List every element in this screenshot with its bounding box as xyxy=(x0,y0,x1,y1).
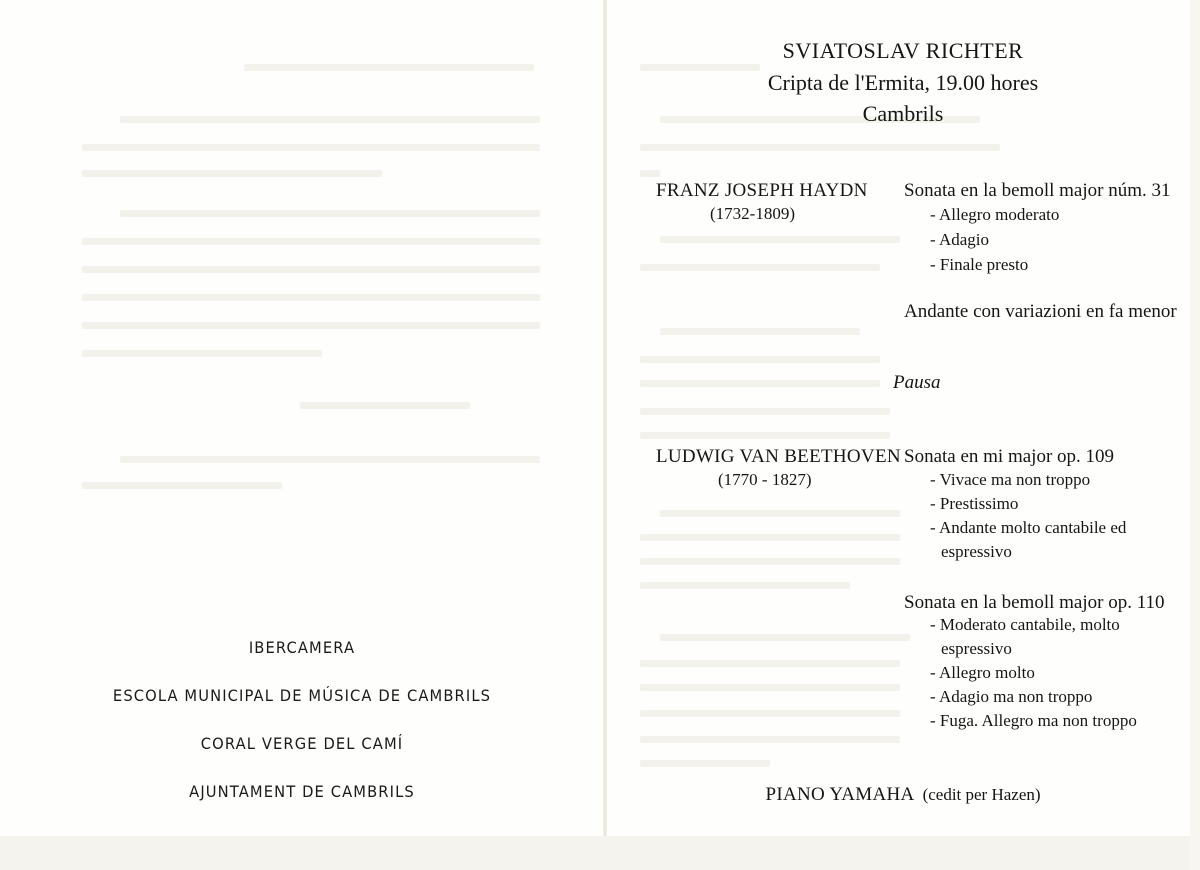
composer-name: FRANZ JOSEPH HAYDN xyxy=(656,180,868,201)
composer-dates: (1732-1809) xyxy=(710,204,795,223)
movement-continued: espressivo xyxy=(941,542,1012,561)
performer-name: SVIATOSLAV RICHTER xyxy=(782,38,1024,63)
work-title: Sonata en la bemoll major op. 110 xyxy=(904,592,1165,613)
sponsor-choir: CORAL VERGE DEL CAMÍ xyxy=(200,734,404,753)
movement: - Vivace ma non troppo xyxy=(930,470,1090,490)
scan-margin xyxy=(0,836,1200,870)
town: Cambrils xyxy=(862,101,944,126)
movement: - Moderato cantabile, molto xyxy=(930,615,1120,635)
work-title: Andante con variazioni en fa menor xyxy=(904,301,1177,322)
sponsor-town-council: AJUNTAMENT DE CAMBRILS xyxy=(189,782,415,801)
venue-time: Cripta de l'Ermita, 19.00 hores xyxy=(767,70,1039,95)
left-page xyxy=(0,0,604,836)
movement: - Adagio xyxy=(930,230,989,250)
movement: - Andante molto cantabile ed xyxy=(930,518,1126,538)
movement-continued: espressivo xyxy=(941,639,1012,658)
piano-label: PIANO YAMAHA xyxy=(765,784,915,805)
work-title: Sonata en mi major op. 109 xyxy=(904,446,1115,467)
composer-dates: (1770 - 1827) xyxy=(718,470,812,489)
composer-name: LUDWIG VAN BEETHOVEN xyxy=(656,446,901,467)
piano-credit-note: (cedit per Hazen) xyxy=(922,785,1041,804)
sponsor-music-school: ESCOLA MUNICIPAL DE MÚSICA DE CAMBRILS xyxy=(112,686,492,705)
movement: - Finale presto xyxy=(930,255,1028,275)
scan-edge xyxy=(1190,0,1200,870)
movement: - Fuga. Allegro ma non troppo xyxy=(930,711,1137,731)
sponsor-ibercamera: IBERCAMERA xyxy=(248,638,356,657)
piano-credit xyxy=(606,784,1200,806)
movement: - Prestissimo xyxy=(930,494,1018,514)
movement: - Adagio ma non troppo xyxy=(930,687,1092,707)
movement: - Allegro molto xyxy=(930,663,1035,683)
movement: - Allegro moderato xyxy=(930,205,1059,225)
intermission: Pausa xyxy=(893,372,941,393)
work-title: Sonata en la bemoll major núm. 31 xyxy=(904,180,1171,201)
